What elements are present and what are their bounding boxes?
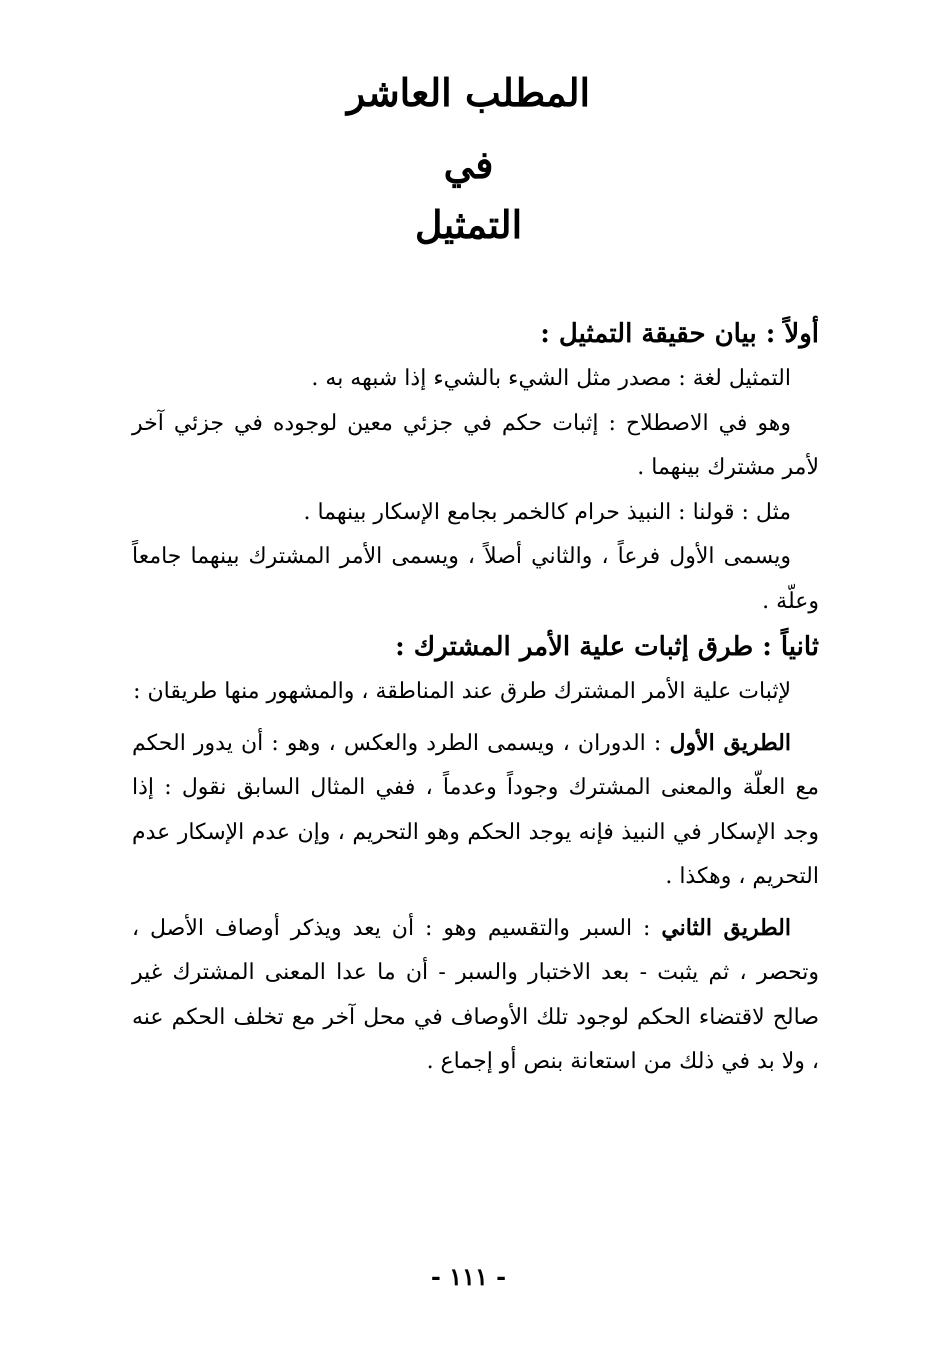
paragraph-method-two bbox=[132, 906, 819, 1085]
page-body bbox=[132, 311, 819, 1085]
paragraph-terminology: ويسمى الأول فرعاً ، والثاني أصلاً ، ويسمى الأمر المشترك بينهما جامعاً وعلّة . bbox=[132, 544, 819, 614]
paragraph-method-one bbox=[132, 721, 819, 900]
section-heading-1: أولاً : بيان حقيقة التمثيل : bbox=[540, 319, 819, 349]
method-two-label: الطريق الثاني bbox=[661, 914, 791, 941]
page-number: - ١١١ - bbox=[430, 1262, 507, 1291]
chapter-title: المطلب العاشر bbox=[346, 70, 591, 115]
method-one-label: الطريق الأول bbox=[669, 729, 791, 756]
method-one-text: : الدوران ، ويسمى الطرد والعكس ، وهو : أن يدور الحكم مع العلّة والمعنى المشترك وجوداً وعدماً ، ففي المثال السابق نقول : إذا وجد الإسكار في النبيذ فإنه يوجد الحكم وهو التحريم ، وإن عدم الإسكار عدم التحريم ، وهكذا . bbox=[132, 730, 819, 889]
chapter-subject: التمثيل bbox=[414, 202, 523, 247]
chapter-title-connector: في bbox=[443, 142, 494, 187]
method-two-text: : السبر والتقسيم وهو : أن يعد ويذكر أوصاف الأصل ، وتحصر ، ثم يثبت - بعد الاختبار والسبر - أن ما عدا المعنى المشترك غير صالح لاقتضاء الحكم لوجود تلك الأوصاف في محل آخر مع تخلف الحكم عنه ، ولا بد في ذلك من استعانة بنص أو إجماع . bbox=[132, 915, 819, 1074]
paragraph-methods-intro: لإثبات علية الأمر المشترك طرق عند المناطقة ، والمشهور منها طريقان : bbox=[133, 679, 791, 704]
paragraph-technical-definition: وهو في الاصطلاح : إثبات حكم في جزئي معين لوجوده في جزئي آخر لأمر مشترك بينهما . bbox=[132, 410, 819, 480]
paragraph-linguistic-definition: التمثيل لغة : مصدر مثل الشيء بالشيء إذا شبهه به . bbox=[311, 366, 791, 391]
section-heading-2: ثانياً : طرق إثبات علية الأمر المشترك : bbox=[395, 632, 819, 662]
paragraph-example: مثل : قولنا : النبيذ حرام كالخمر بجامع الإسكار بينهما . bbox=[303, 499, 791, 525]
